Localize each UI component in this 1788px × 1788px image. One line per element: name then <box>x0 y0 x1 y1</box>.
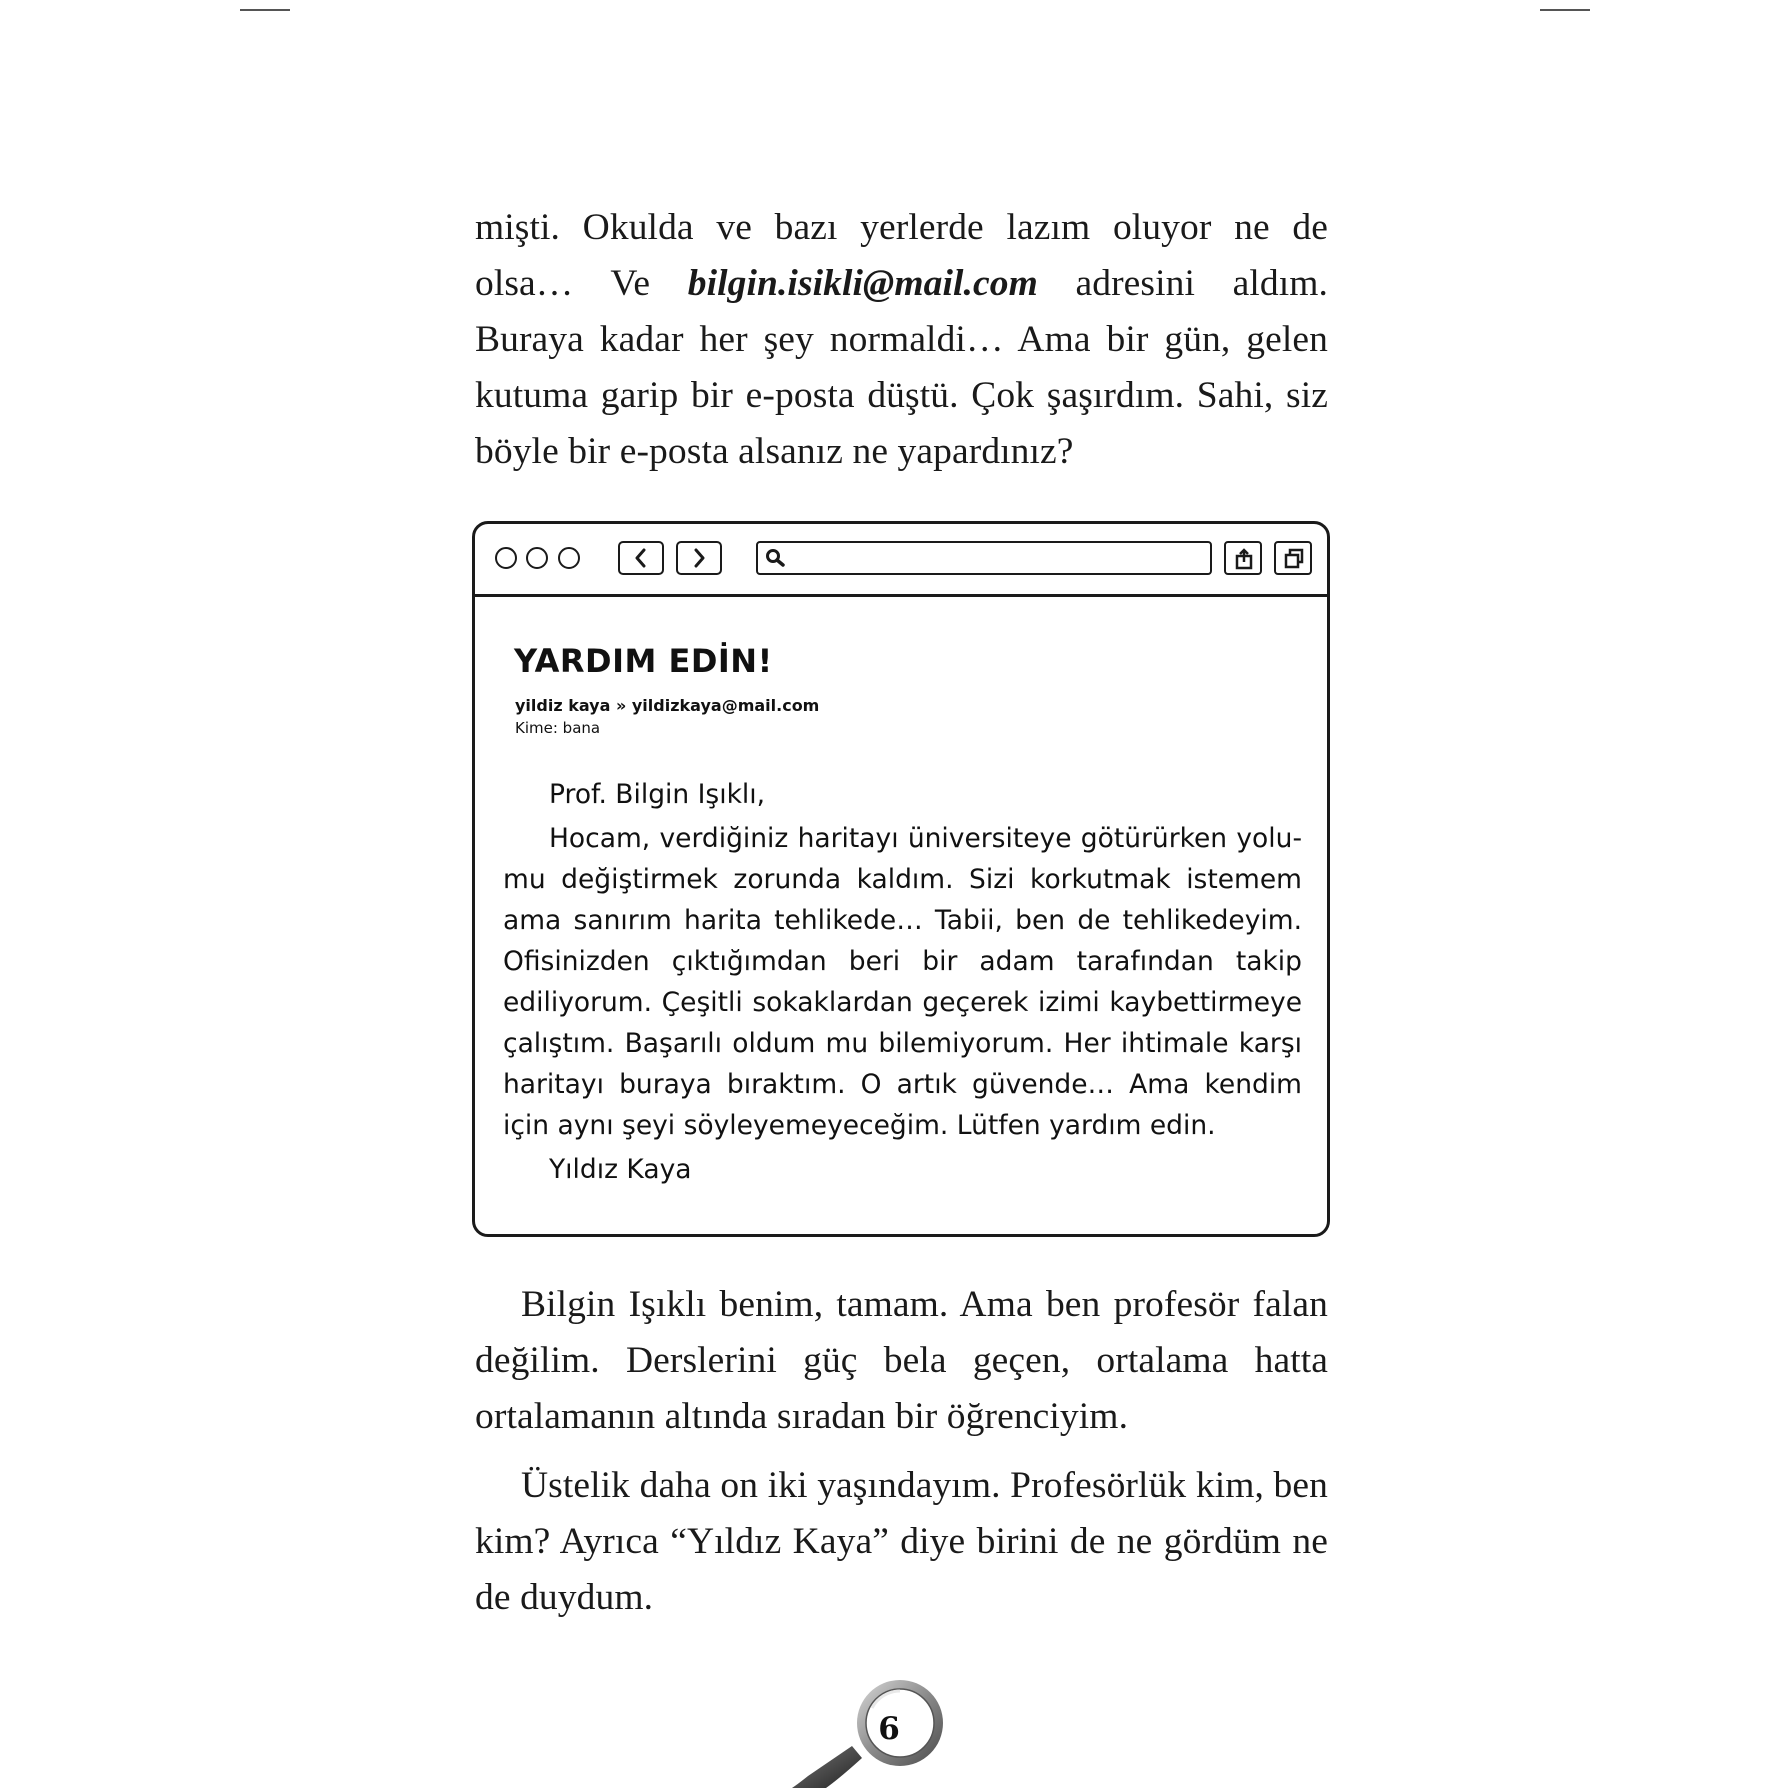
window-dot-icon[interactable] <box>558 547 580 569</box>
crop-mark-right <box>1540 9 1590 11</box>
intro-text <box>475 200 1328 480</box>
search-icon <box>765 548 787 568</box>
back-button[interactable] <box>618 541 664 575</box>
share-icon <box>1234 548 1254 570</box>
intro-email-address: bilgin.isikli@mail.com <box>687 263 1038 304</box>
tabs-button[interactable] <box>1274 541 1312 575</box>
chevron-right-icon <box>691 548 707 568</box>
email-view <box>475 597 1327 1234</box>
intro-line2-post: adresini aldım. Buraya kadar her şey normaldi… Ama bir gün, gelen kutuma garip bir e-posta düştü. Çok şaşırdım. Sahi, siz böyle bir e-posta alsanız ne yapardınız? <box>475 263 1328 472</box>
intro-line2-pre: Ve <box>610 263 688 304</box>
email-body <box>503 774 1302 1190</box>
tabs-icon <box>1284 548 1304 570</box>
browser-toolbar <box>475 524 1327 597</box>
share-button[interactable] <box>1224 541 1262 575</box>
page-number: 6 <box>878 1711 900 1747</box>
outro-paragraph-1: Bilgin Işıklı benim, tamam. Ama ben profesör falan değilim. Derslerini güç bela geçen, ortalama hatta ortalamanın altında sıradan bir öğrenciyim. <box>475 1284 1328 1437</box>
forward-button[interactable] <box>676 541 722 575</box>
address-bar[interactable] <box>756 541 1212 575</box>
intro-line1: mişti. Okulda ve bazı yerlerde lazım oluyor ne de olsa… <box>475 207 1328 304</box>
email-message: Hocam, verdiğiniz haritayı üniversiteye götürürken yolumu değiştirmek zorunda kaldım. Sizi korkutmak istemem ama sanırım harita tehlikede… Tabii, ben de tehlikedeyim. Ofisinizden çıktığımdan beri bir adam tarafından takip ediliyorum. Çeşitli sokaklardan geçerek izimi kaybettirmeye çalıştım. Başarılı oldum mu bilemiyorum. Her ihtimale karşı haritayı buraya bıraktım. O artık güvende… Ama kendim için aynı şeyi söyleyemeyeceğim. Lütfen yardım edin. <box>503 823 1302 1141</box>
intro-paragraph <box>475 200 1328 480</box>
email-salutation: Prof. Bilgin Işıklı, <box>549 779 766 810</box>
window-dot-icon[interactable] <box>495 547 517 569</box>
chevron-left-icon <box>633 548 649 568</box>
email-sender: yildiz kaya » yildizkaya@mail.com <box>515 696 820 715</box>
page-number-badge <box>788 1678 958 1788</box>
outro-paragraph-2: Üstelik daha on iki yaşındayım. Profesörlük kim, ben kim? Ayrıca “Yıldız Kaya” diye birini de ne gördüm ne de duydum. <box>475 1465 1328 1618</box>
outro-section <box>475 1277 1328 1626</box>
crop-mark-left <box>240 9 290 11</box>
email-subject: YARDIM EDİN! <box>514 642 773 680</box>
browser-window <box>472 521 1330 1237</box>
email-signature: Yıldız Kaya <box>549 1154 692 1185</box>
email-recipient: Kime: bana <box>515 719 601 737</box>
window-dot-icon[interactable] <box>526 547 548 569</box>
